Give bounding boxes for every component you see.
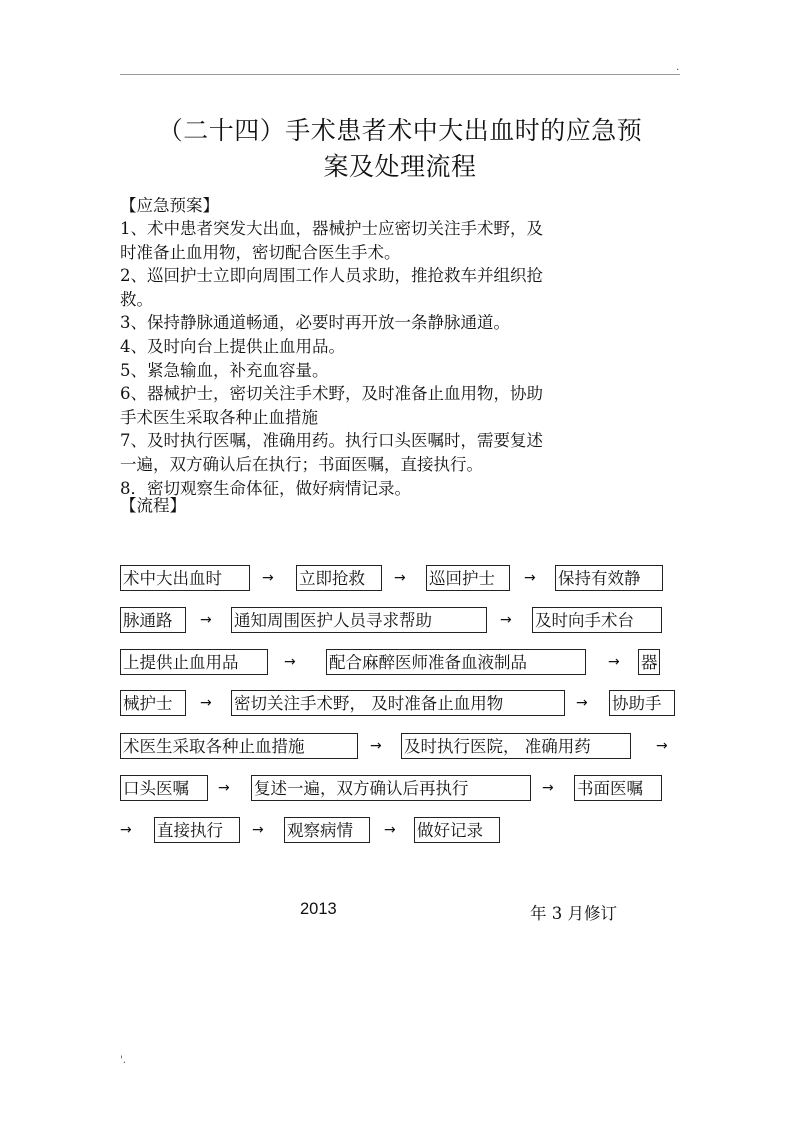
plan-line: 8．密切观察生命体征，做好病情记录。 (120, 478, 411, 498)
flow-step-repeat-confirm: 复述一遍，双方确认后再执行 (251, 775, 531, 801)
document-title-line-2: 案及处理流程 (323, 152, 477, 181)
flow-step-watch-field: 密切关注手术野， 及时准备止血用物 (231, 690, 565, 716)
header-dot: . (676, 62, 680, 73)
flow-step-assist-1: 协助手 (609, 690, 675, 716)
flow-arrow: → (576, 695, 588, 711)
footer-revision: 年 3 月修订 (530, 904, 617, 923)
flow-step-rescue: 立即抢救 (296, 565, 382, 591)
flow-step-circulating-nurse: 巡回护士 (426, 565, 510, 591)
document-title-line-1: （二十四）手术患者术中大出血时的应急预 (157, 116, 643, 145)
flow-step-execute-orders: 及时执行医院， 准确用药 (401, 733, 631, 759)
flow-arrow: → (524, 570, 536, 586)
flow-arrow: → (394, 570, 406, 586)
flow-step-keep-iv-2: 脉通路 (120, 607, 186, 633)
flow-step-scrub-nurse-1: 器 (638, 649, 660, 675)
flow-arrow: → (218, 780, 230, 796)
flow-step-written-order: 书面医嘱 (574, 775, 662, 801)
flow-step-verbal-order: 口头医嘱 (120, 775, 208, 801)
plan-line: 3、保持静脉通道畅通，必要时再开放一条静脉通道。 (120, 313, 510, 333)
flow-step-observe: 观察病情 (284, 817, 370, 843)
plan-line: 救。 (120, 289, 153, 309)
flow-arrow: → (284, 654, 296, 670)
flow-arrow: → (200, 612, 212, 628)
flow-arrow: → (252, 822, 264, 838)
flow-step-call-help: 通知周围医护人员寻求帮助 (231, 607, 487, 633)
plan-line: 2、巡回护士立即向周围工作人员求助，推抢救车并组织抢 (120, 266, 543, 286)
flow-arrow: → (656, 738, 668, 754)
plan-line: 5、紧急输血，补充血容量。 (120, 360, 329, 380)
flow-arrow: → (200, 695, 212, 711)
header-rule (120, 74, 680, 75)
plan-line: 手术医生采取各种止血措施 (120, 407, 318, 427)
flow-arrow: → (500, 612, 512, 628)
plan-line: 时准备止血用物，密切配合医生手术。 (120, 242, 401, 262)
flow-step-bleeding: 术中大出血时 (120, 565, 250, 591)
flow-step-supply-1: 及时向手术台 (532, 607, 662, 633)
flow-arrow: → (370, 738, 382, 754)
plan-line: 1、术中患者突发大出血，器械护士应密切关注手术野，及 (120, 219, 543, 238)
flow-arrow: → (262, 570, 274, 586)
footer-year: 2013 (300, 900, 337, 918)
flow-arrow: → (384, 822, 396, 838)
plan-line: 4、及时向台上提供止血用品。 (120, 336, 345, 356)
bottom-mark: '. (120, 1055, 126, 1066)
plan-line: 一遍，双方确认后在执行；书面医嘱，直接执行。 (120, 454, 483, 474)
flow-arrow: → (542, 780, 554, 796)
plan-heading: 【应急预案】 (120, 196, 219, 215)
flow-step-scrub-nurse-2: 械护士 (120, 690, 186, 716)
flow-step-assist-2: 术医生采取各种止血措施 (120, 733, 358, 759)
plan-line: 6、器械护士，密切关注手术野，及时准备止血用物，协助 (120, 384, 543, 404)
flow-step-supply-2: 上提供止血用品 (120, 649, 268, 675)
plan-line: 7、及时执行医嘱，准确用药。执行口头医嘱时，需要复述 (120, 431, 543, 451)
flow-step-blood-products: 配合麻醉医师准备血液制品 (326, 649, 586, 675)
flow-arrow: → (608, 654, 620, 670)
flow-step-record: 做好记录 (414, 817, 500, 843)
plan-list (120, 217, 640, 500)
flow-arrow: → (120, 822, 132, 838)
flow-heading: 【流程】 (120, 496, 186, 515)
flow-step-keep-iv-1: 保持有效静 (555, 565, 663, 591)
flow-step-execute-directly: 直接执行 (154, 817, 240, 843)
